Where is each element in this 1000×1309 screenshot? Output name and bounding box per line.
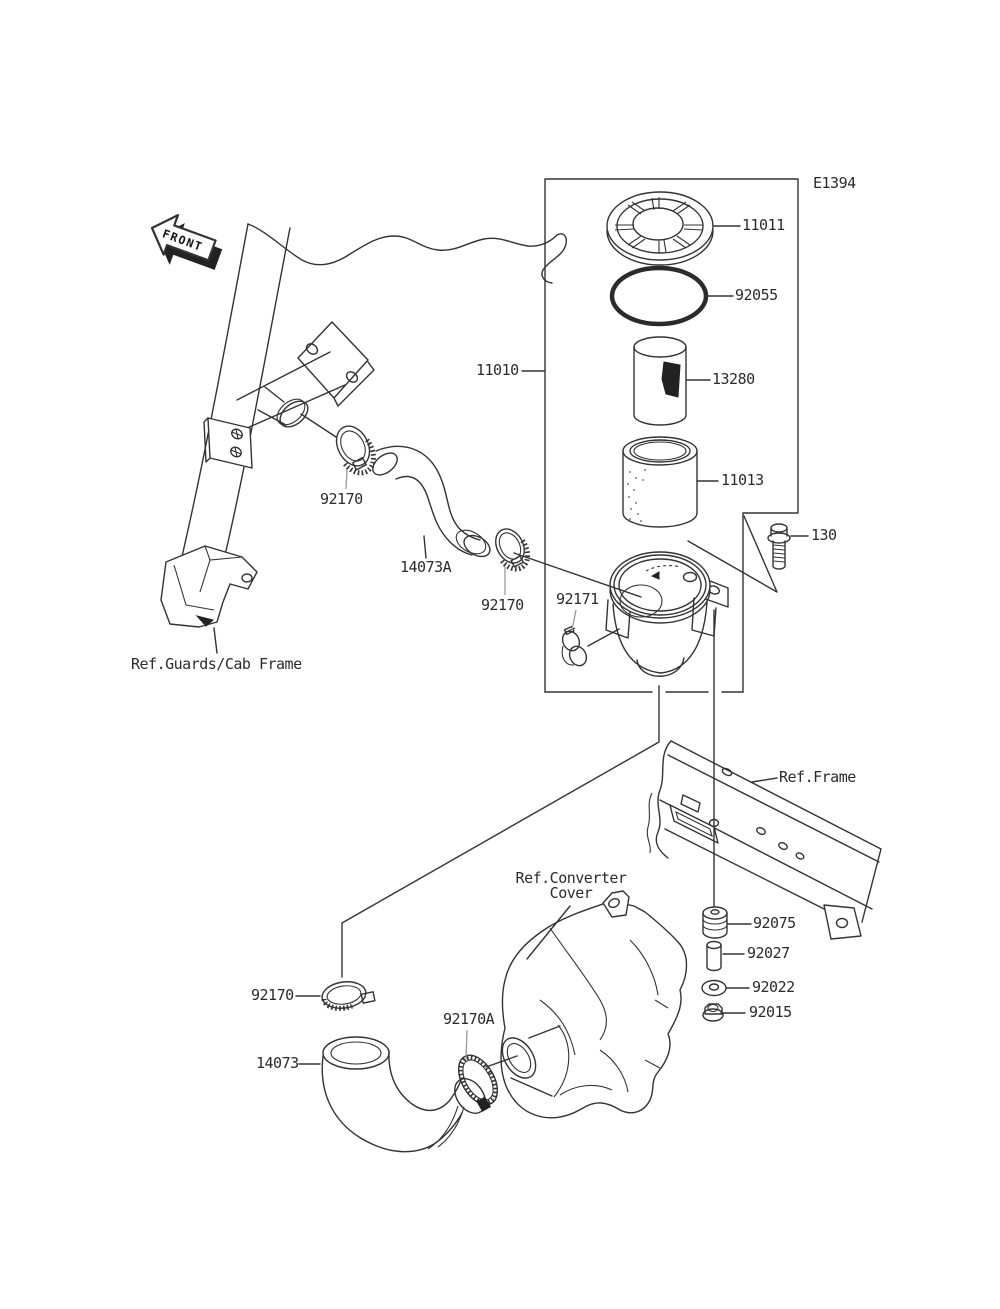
- diagram-code: E1394: [813, 174, 856, 192]
- clamp-part-92171: [560, 626, 590, 668]
- part-label-92171: 92171: [556, 590, 599, 608]
- part-label-13280: 13280: [712, 370, 755, 388]
- filter-part-11013: [623, 437, 697, 527]
- part-label-92170-bottom: 92170: [251, 986, 294, 1004]
- part-label-14073a: 14073A: [400, 558, 452, 576]
- oring-part-92055: [612, 268, 706, 324]
- ref-label-frame: Ref.Frame: [779, 768, 856, 786]
- part-label-92027: 92027: [747, 944, 790, 962]
- part-label-11011: 11011: [742, 216, 785, 234]
- part-label-92075: 92075: [753, 914, 796, 932]
- element-part-13280: [634, 337, 686, 425]
- converter-cover: [495, 891, 686, 1118]
- guards-foot-bracket: [161, 546, 257, 627]
- part-label-14073: 14073: [256, 1054, 299, 1072]
- hose-part-14073a: [369, 446, 494, 560]
- clamp-part-92170-mid: [490, 524, 530, 569]
- part-label-92022: 92022: [752, 978, 795, 996]
- cab-frame-tube: [177, 224, 566, 585]
- part-label-92055: 92055: [735, 286, 778, 304]
- part-label-92015: 92015: [749, 1003, 792, 1021]
- ref-label-converter-line2: Cover: [549, 884, 593, 902]
- part-label-11013: 11013: [721, 471, 764, 489]
- cap-part-11011: [607, 192, 713, 265]
- part-label-92170-top: 92170: [320, 490, 363, 508]
- part-label-130: 130: [811, 526, 837, 544]
- part-label-11010: 11010: [476, 361, 519, 379]
- clamp-part-92170-top: [330, 420, 376, 473]
- bolt-part-130: [768, 524, 790, 569]
- cab-frame-bracket: [204, 322, 374, 468]
- grommet-part-92075: [703, 907, 727, 938]
- housing-bowl: [606, 516, 777, 676]
- clamp-part-92170-bottom: [320, 979, 375, 1011]
- part-label-92170-mid: 92170: [481, 596, 524, 614]
- nut-part-92015: [703, 1004, 723, 1021]
- front-arrow-label: FRONT: [160, 226, 205, 255]
- ref-label-converter-cover: [512, 871, 630, 901]
- ref-label-guards-cab-frame: Ref.Guards/Cab Frame: [131, 655, 302, 673]
- washer-part-92022: [702, 981, 726, 996]
- front-arrow: [145, 208, 226, 278]
- ref-label-converter-line1: Ref.Converter: [515, 869, 627, 887]
- filter-texture-dots: [627, 469, 646, 522]
- collar-part-92027: [707, 942, 721, 971]
- part-label-92170a: 92170A: [443, 1010, 495, 1028]
